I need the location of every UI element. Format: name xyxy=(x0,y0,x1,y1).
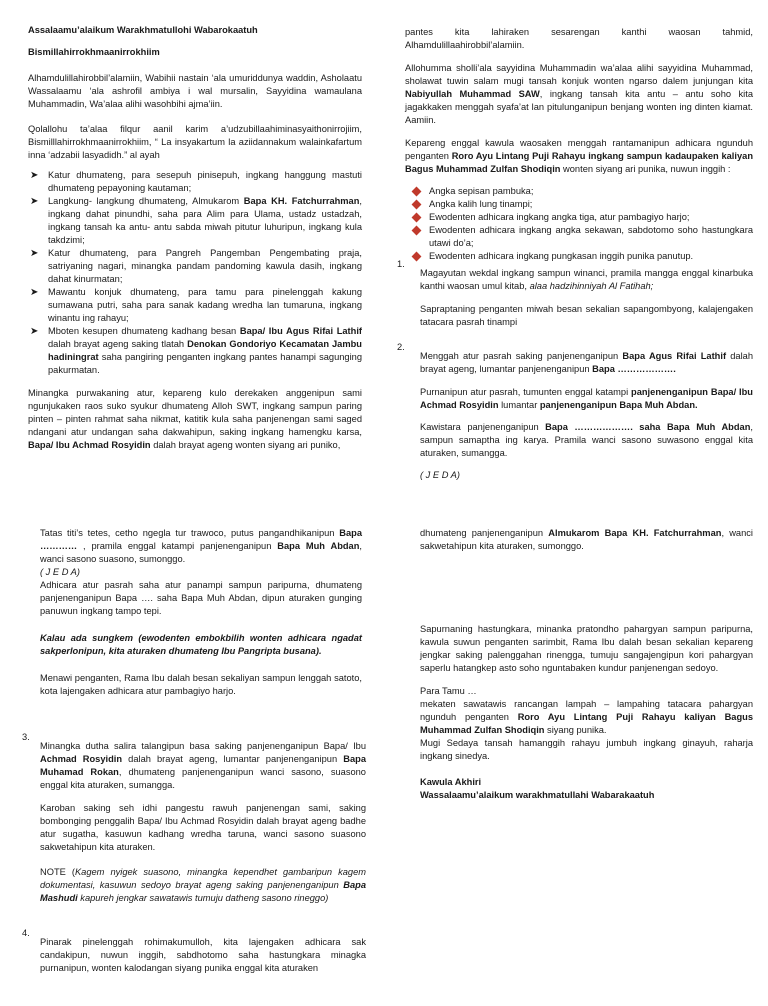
jeda-label: ( J E D A) xyxy=(40,567,80,577)
item-4-text: Pinarak pinelenggah rohimakumulloh, kita lajengaken adhicara sak candakipun, nuwun inggih, sabdhotomo saha hastungkara minagka purnanipun, wonten kalodangan siyang punika enggal kita aturaken xyxy=(40,937,366,974)
list-item: ➤ Langkung- langkung dhumateng, Almukarom Bapa KH. Fatchurrahman, ingkang dahat pinundhi, saha para Alim para Ulama, ustadz ustadzah, ingkang tansah ka antu- antu sabda miwah pitutur luhuripun, ingkang kula takdzimi; xyxy=(30,196,362,245)
minangka-paragraph: Minangka purwakaning atur, kepareng kulo derekaken anggenipun sami ngunjukaken raos suko syukur dhumateng Alloh SWT, ingkang sampun paring pinten – pinten rahmat saha nikmat, katitik kula saha panjenengan sami saged ndangani atur undangan saha dakwahipun, saking ingkang hamengku karsa, Bapa/ Ibu Achmad Rosyidin dalah brayat ageng wonten siyang ari puniko, xyxy=(28,388,362,450)
list-item: ➤ Mawantu konjuk dhumateng, para tamu para pinelenggah kakung sumawana putri, saha para sanak kadang wredha lan tumaruna, ingkang winantu ing rahayu; xyxy=(30,287,362,323)
bottom-right-column xyxy=(420,527,753,553)
list-item: Angka kalih lung tinampi; xyxy=(405,198,753,211)
sungkem-note: Kalau ada sungkem (ewodenten embokbilih wonten adhicara ngadat sakperlonipun, kita aturaken dhumateng Ibu Pangripta busana). xyxy=(40,633,362,656)
item-3-text: Minangka dutha salira talangipun basa saking panjenenganipun Bapa/ Ibu Achmad Rosyidin dalah brayat ageng, lumantar panjenenganipun Bapa Muhamad Rokan, dhumateng panjenenganipun wanci sasono, suasono enggal kita aturaken, sumangga. xyxy=(40,741,366,791)
item-number: 3. xyxy=(22,732,30,742)
closing-phrase: Kawula Akhiri xyxy=(420,777,482,787)
menawi-paragraph: Menawi penganten, Rama Ibu dalah besan sekaliyan sampun lenggah satoto, kota lajengaken adhicara atur pambagiyo harjo. xyxy=(40,673,362,696)
arrow-bullet-icon: ➤ xyxy=(30,326,39,337)
sapurnaning-paragraph: Sapurnaning hastungkara, minanka pratondho pahargyan sampun paripurna, kawula suwun penganten sarimbit, Rama Ibu dalah besan sekalian kepareng jengkar saking palenggahan rinengga, tumuju sangajengipun kori pahargyan saperlu hatangkep asto soho nguntabaken kundur panjenengan sedoyo. xyxy=(420,624,753,673)
top-right-column xyxy=(405,26,753,263)
diamond-bullet-icon xyxy=(412,187,422,197)
kepareng-paragraph: Kepareng enggal kawula waosaken menggah rantamanipun adhicara ngunduh penganten Roro Ayu Lintang Puji Rahayu ingkang sampun kadaupaken kaliyan Bagus Muhammad Zulfan Shodiqin wonten siyang ari punika, nuwun inggih : xyxy=(405,138,753,174)
para-tamu-label: Para Tamu … xyxy=(420,686,477,696)
agenda-list xyxy=(405,185,753,263)
note-paragraph: NOTE (Kagem nyigek suasono, minangka kependhet gambaripun kagem dokumentasi, kasuwun sedoyo brayat ageng saking panjenenganipun Bapa Mashudi kapureh jengkar sawatawis tumuju datheng sasono rineggo) xyxy=(40,867,366,904)
arrow-bullet-icon: ➤ xyxy=(30,287,39,298)
item-3-text-b: Karoban saking seh idhi pangestu rawuh panjenengan sami, saking bombonging penggalih Bapa/ Ibu Achmad Rosyidin dalah brayat ageng badhe atur sugatha, kasuwun kadhang wredha taruna, wanci sasono suasono sakwetahipun kita aturaken. xyxy=(40,802,366,852)
item-1-text: Magayutan wekdal ingkang sampun winanci, pramila mangga enggal kinarbuka kanthi waosan umul kitab, alaa hadzihinniyah Al Fatihah; xyxy=(420,268,753,292)
tatas-paragraph: Tatas titi’s tetes, cetho ngegla tur trawoco, putus pangandhikanipun Bapa ………… , pramila enggal katampi panjenenganipun Bapa Muh Abdan, wanci sasono suasono, sumonggo. xyxy=(40,528,362,564)
jeda-label: ( J E D A) xyxy=(420,470,460,481)
mugi-paragraph: Mugi Sedaya tansah hamanggih rahayu jumbuh ingkang ginayuh, raharja ingkang sinedya. xyxy=(420,738,753,761)
item-number: 1. xyxy=(397,259,405,269)
continuation-paragraph: pantes kita lahiraken sesarengan kanthi waosan tahmid, Alhamdulillaahirobbil’alamiin. xyxy=(405,27,753,50)
mekaten-paragraph: mekaten sawatawis rancangan lampah – lampahing tatacara pahargyan ngunduh penganten Roro Ayu Lintang Puji Rahayu kaliyan Bagus Muhammad Zulfan Shodiqin siyang punika. xyxy=(420,699,753,735)
list-item: Ewodenten adhicara ingkang angka sekawan, sabdotomo soho hastungkara utawi do’a; xyxy=(405,224,753,250)
continuation-paragraph: dhumateng panjenenganipun Almukarom Bapa KH. Fatchurrahman, wanci sakwetahipun kita aturaken, sumonggo. xyxy=(420,528,753,551)
agenda-item-4 xyxy=(22,927,366,985)
closing-section xyxy=(420,623,753,802)
qolallohu-paragraph: Qolallohu ta’alaa filqur aanil karim a’udzubillaahiminasyaithonirrojiim, Bismilllahirrokhmaanirrokhiim, “ La insyakartum la aziidannakum walainkafartum inna ‘adzabii lasyadidh.” al ayah xyxy=(28,124,362,160)
arrow-bullet-icon: ➤ xyxy=(30,170,39,181)
agenda-item-2 xyxy=(397,341,753,491)
bottom-left-column xyxy=(40,527,362,698)
closing-salam: Wassalaamu’alaikum warakhmatullahi Wabarakaatuh xyxy=(420,790,655,800)
note-block xyxy=(40,857,366,915)
item-2-text-c: Kawistara panjenenganipun Bapa ………………. saha Bapa Muh Abdan, sampun samaptha ing karya. Pramila wanci sasono suwasono enggal kita aturaken, sumangga. xyxy=(420,421,753,458)
item-number: 2. xyxy=(397,342,405,352)
diamond-bullet-icon xyxy=(412,213,422,223)
list-item: Ewodenten adhicara ingkang angka tiga, atur pambagiyo harjo; xyxy=(405,211,753,224)
item-1-text-b: Sapraptaning penganten miwah besan sekalian sapangombyong, kalajengaken tatacara pasrah tinampi xyxy=(420,303,753,327)
list-item: ➤ Katur dhumateng, para sesepuh pinisepuh, ingkang hanggung mastuti dhumateng pepayoning kautaman; xyxy=(30,170,362,193)
list-item: ➤ Mboten kesupen dhumateng kadhang besan Bapa/ Ibu Agus Rifai Lathif dalah brayat ageng saking tlatah Denokan Gondoriyo Kecamatan Jambu hadiningrat saha pangiring penganten ingkang pantes hanampi sagunging pakurmatan. xyxy=(30,326,362,375)
greeting: Assalaamu’alaikum Warakhmatullohi Wabarokaatuh xyxy=(28,25,258,35)
top-left-column xyxy=(28,24,362,452)
allohumma-paragraph: Allohumma sholli’ala sayyidina Muhammadin wa’alaa alihi sayyidina Muhammad, sholawat tuwin salam mugi tansah konjuk wonten ngarso dalem junjungan kita Nabiyullah Muhammad SAW, ingkang tansah kita antu – antu soho kita jagakkaken menggah syafa’at lan pitulunganipun benjang wonten ing dinten kiamat. Aamiin. xyxy=(405,63,753,125)
alhamdu-paragraph: Alhamdulillahirobbil’alamiin, Wabihii nastain ‘ala umuriddunya waddin, Asholaatu Wassalaamu ‘ala ashrofil ambiya i wal mursalin, Sayyidina wamaulana Muhammadin, Wa’alaa alihi wasohbihi ajma’iin. xyxy=(28,73,362,109)
arrow-bullet-icon: ➤ xyxy=(30,248,39,259)
arrow-bullet-icon: ➤ xyxy=(30,196,39,207)
honorifics-list xyxy=(28,169,362,377)
bismillah: Bismillahirrokhmaanirrokhiim xyxy=(28,47,160,57)
list-item: Angka sepisan pambuka; xyxy=(405,185,753,198)
item-2-text-b: Purnanipun atur pasrah, tumunten enggal katampi panjenenganipun Bapa/ Ibu Achmad Rosyidin lumantar panjenenganipun Bapa Muh Abdan. xyxy=(420,386,753,410)
list-item: Ewodenten adhicara ingkang pungkasan inggih punika panutup. xyxy=(405,250,753,263)
agenda-item-3 xyxy=(22,731,366,863)
agenda-item-1 xyxy=(397,258,753,338)
adhicara-paragraph: Adhicara atur pasrah saha atur panampi sampun paripurna, dhumateng panjenenganipun Bapa …. saha Bapa Muh Abdan, dipun aturaken gunging panuwun ingkang tampo tepi. xyxy=(40,580,362,616)
item-number: 4. xyxy=(22,928,30,938)
diamond-bullet-icon xyxy=(412,200,422,210)
diamond-bullet-icon xyxy=(412,226,422,236)
item-2-text: Menggah atur pasrah saking panjenenganipun Bapa Agus Rifai Lathif dalah brayat ageng, lumantar panjenenganipun Bapa ………………. xyxy=(420,351,753,375)
list-item: ➤ Katur dhumateng, para Pangreh Pangemban Pengembating praja, satriyaning nagari, minangka pandam pandoming kawula dasih, ingkang dahat kinurmatan; xyxy=(30,248,362,284)
